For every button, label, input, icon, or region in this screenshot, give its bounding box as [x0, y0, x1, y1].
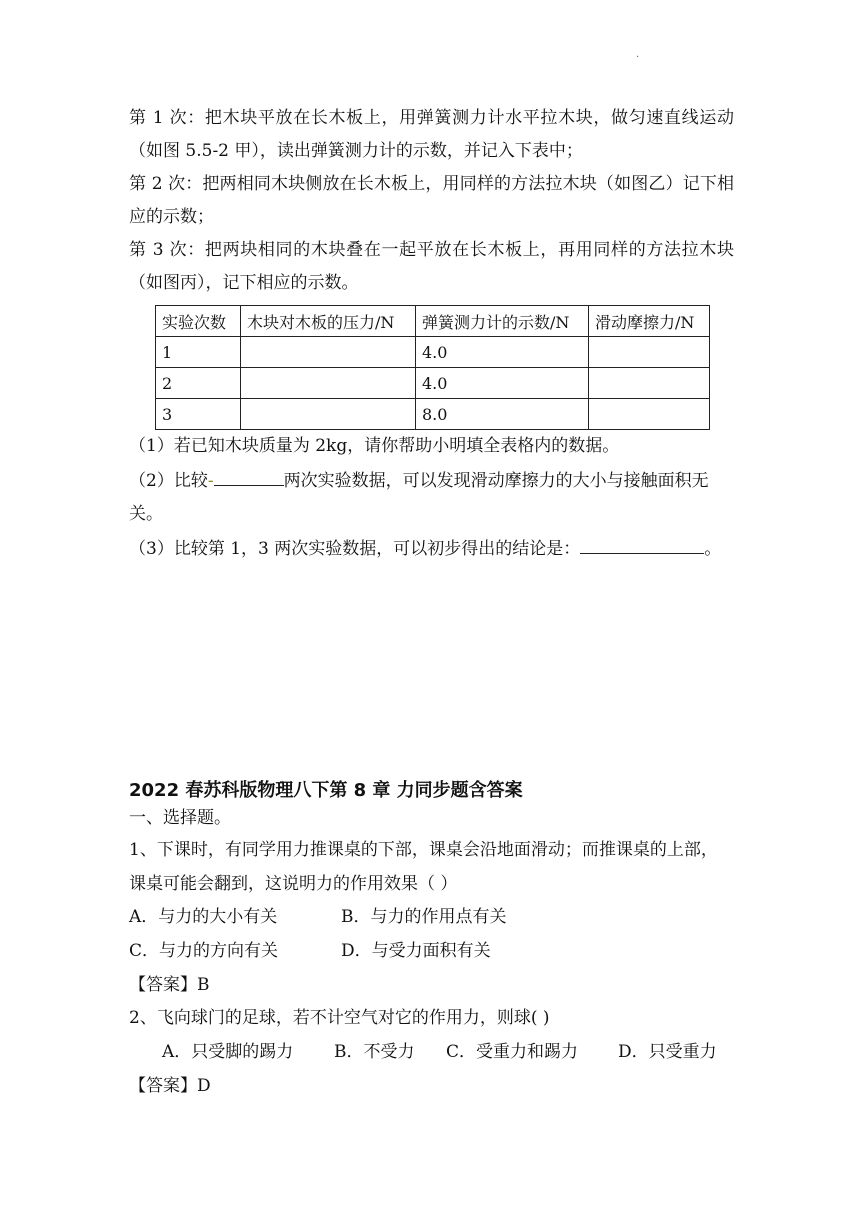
- instruction-2: 第 2 次：把两相同木块侧放在长木板上，用同样的方法拉木块（如图乙）记下相应的示数；: [129, 174, 734, 227]
- question-2-suffix: 两次实验数据，可以发现滑动摩擦力的大小与接触面积无: [283, 471, 709, 491]
- answer-value: B: [197, 975, 210, 995]
- table-cell: 4.0: [416, 368, 589, 399]
- option-b: B．与力的作用点有关: [341, 907, 507, 927]
- mc-1-options-row-2: [129, 939, 491, 963]
- table-header-row: [156, 306, 710, 337]
- mc-2-options: [162, 1040, 717, 1064]
- table-cell: 8.0: [416, 399, 589, 430]
- table-cell: 3: [156, 399, 241, 430]
- mc-2-answer: [129, 1074, 211, 1098]
- answer-value: D: [197, 1076, 211, 1096]
- mc-1-stem-line-1: 1、下课时，有同学用力推课桌的下部，课桌会沿地面滑动；而推课桌的上部，: [129, 840, 718, 860]
- experiment-table: [155, 305, 710, 430]
- table-cell: 4.0: [416, 337, 589, 368]
- question-2-prefix: （2）比较: [129, 471, 208, 491]
- table-cell: [241, 337, 416, 368]
- question-3: [129, 536, 721, 561]
- option-c: C．受重力和踢力: [446, 1042, 579, 1062]
- table-header-cell: 实验次数: [156, 306, 241, 337]
- table-header-cell: 滑动摩擦力/N: [589, 306, 710, 337]
- question-2-mark: -: [207, 471, 214, 491]
- question-2: [129, 468, 709, 493]
- table-row: [156, 399, 710, 430]
- table-cell: 2: [156, 368, 241, 399]
- section-title: 2022 春苏科版物理八下第 8 章 力同步题含答案: [129, 780, 523, 801]
- question-3-prefix: （3）比较第 1，3 两次实验数据，可以初步得出的结论是：: [129, 539, 581, 559]
- option-a: A．与力的大小有关: [129, 907, 278, 927]
- question-1: （1）若已知木块质量为 2kg，请你帮助小明填全表格内的数据。: [129, 436, 620, 456]
- option-d: D．只受重力: [618, 1042, 717, 1062]
- instruction-1: 第 1 次：把木块平放在长木板上，用弹簧测力计水平拉木块，做匀速直线运动（如图 5.5-2 甲），读出弹簧测力计的示数，并记入下表中；: [129, 108, 734, 161]
- table-row: [156, 337, 710, 368]
- table-cell: [589, 368, 710, 399]
- option-b: B．不受力: [334, 1042, 415, 1062]
- instruction-3: 第 3 次：把两块相同的木块叠在一起平放在长木板上，再用同样的方法拉木块（如图丙），记下相应的示数。: [129, 240, 734, 293]
- table-cell: [589, 399, 710, 430]
- option-a: A．只受脚的踢力: [162, 1042, 294, 1062]
- answer-label: 【答案】: [129, 1076, 197, 1096]
- table-header-cell: 木块对木板的压力/N: [241, 306, 416, 337]
- section-subtitle: 一、选择题。: [129, 808, 231, 828]
- option-d: D．与受力面积有关: [341, 941, 491, 961]
- question-2-cont: 关。: [129, 504, 163, 524]
- mc-1-options-row-1: [129, 905, 507, 929]
- question-2-blank: [214, 468, 284, 486]
- mc-1-stem-line-2: 课桌可能会翻到，这说明力的作用效果（ ）: [129, 874, 458, 894]
- table-cell: 1: [156, 337, 241, 368]
- table-header-cell: 弹簧测力计的示数/N: [416, 306, 589, 337]
- table-cell: [241, 368, 416, 399]
- mc-1-answer: [129, 973, 210, 997]
- table-cell: [241, 399, 416, 430]
- mc-2-stem: 2、飞向球门的足球，若不计空气对它的作用力，则球( ): [129, 1008, 550, 1028]
- header-dot: ·: [636, 52, 640, 63]
- table-cell: [589, 337, 710, 368]
- option-c: C．与力的方向有关: [129, 941, 279, 961]
- table-row: [156, 368, 710, 399]
- answer-label: 【答案】: [129, 975, 197, 995]
- question-3-blank: [580, 536, 704, 554]
- question-3-suffix: 。: [704, 539, 722, 559]
